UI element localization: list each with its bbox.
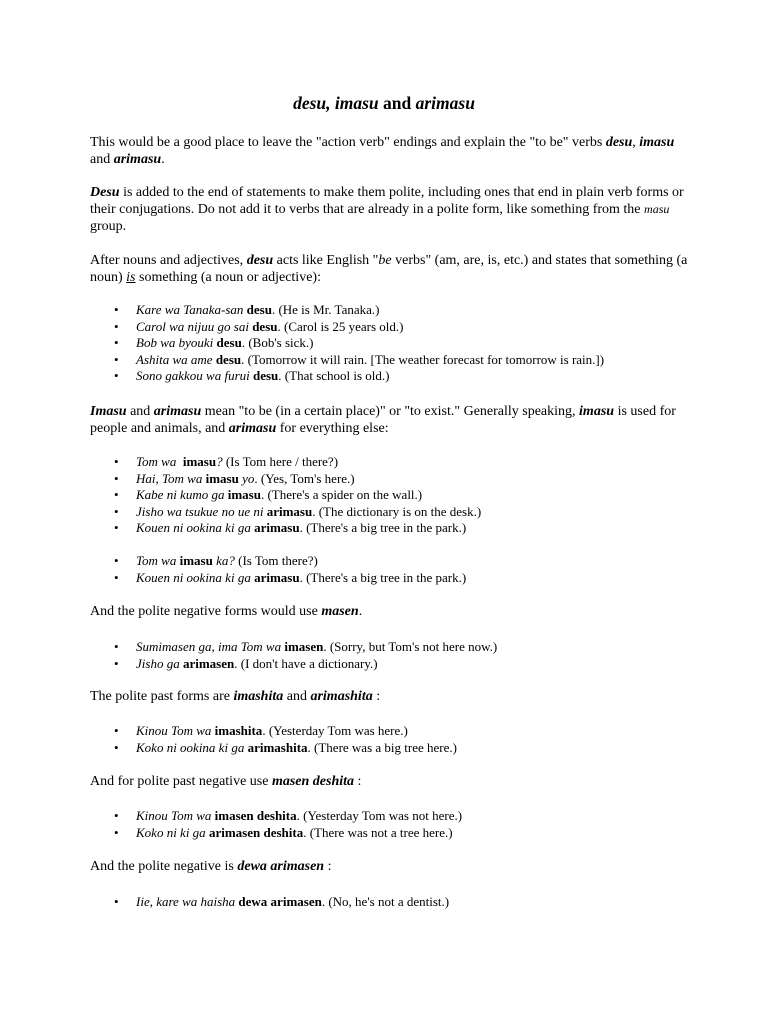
keyword: imasen deshita bbox=[214, 808, 297, 823]
list-item bbox=[90, 894, 690, 911]
text-run: something (a noun or adjective): bbox=[135, 270, 321, 285]
list-item bbox=[90, 808, 690, 825]
title-part: and bbox=[378, 93, 416, 113]
keyword: Imasu bbox=[90, 404, 127, 419]
example-japanese: Carol wa nijuu go sai bbox=[136, 318, 253, 334]
negative-examples-list bbox=[90, 639, 690, 672]
example-japanese: Kinou Tom wa bbox=[136, 808, 215, 823]
keyword: arimasu bbox=[228, 421, 277, 436]
example-translation: . (There's a spider on the wall.) bbox=[260, 487, 423, 503]
list-item bbox=[90, 740, 690, 757]
text-run: and bbox=[126, 404, 154, 419]
list-item bbox=[90, 352, 690, 369]
text-run: is added to the end of statements to make them polite, including ones that end in plain verb forms or their conjugations. Do not add it to verbs that are already in a polite form, like something from the bbox=[90, 185, 684, 217]
dewa-paragraph bbox=[90, 858, 690, 875]
keyword: Desu bbox=[90, 185, 120, 200]
underlined-term: is bbox=[126, 270, 136, 285]
italic-term: masu bbox=[644, 202, 670, 216]
keyword: arimasu bbox=[113, 152, 162, 167]
example-japanese-suffix: ka? bbox=[212, 553, 235, 568]
existence-examples-list bbox=[90, 454, 690, 537]
page-title bbox=[0, 93, 768, 114]
example-translation: . (There was a big tree here.) bbox=[307, 739, 457, 755]
keyword: masen deshita bbox=[271, 774, 355, 789]
keyword: desu bbox=[215, 351, 242, 367]
text-run: and bbox=[283, 689, 311, 704]
text-run: group. bbox=[90, 219, 127, 234]
keyword: dewa arimasen bbox=[237, 859, 325, 874]
example-japanese: Bob wa byouki bbox=[136, 335, 217, 351]
nouns-paragraph bbox=[90, 252, 690, 286]
italic-term: be bbox=[378, 253, 392, 268]
example-translation: . (The dictionary is on the desk.) bbox=[312, 503, 482, 519]
example-translation: . (Bob's sick.) bbox=[241, 335, 314, 351]
text-run: And the polite negative is bbox=[90, 859, 238, 874]
list-item bbox=[90, 504, 690, 521]
list-item bbox=[90, 639, 690, 656]
keyword: arimashita bbox=[247, 739, 308, 755]
example-translation: (Is Tom here / there?) bbox=[222, 454, 339, 469]
example-japanese: Jisho wa tsukue no ue ni bbox=[136, 503, 267, 519]
text-run: And for polite past negative use bbox=[90, 774, 272, 789]
example-japanese: Kinou Tom wa bbox=[136, 723, 215, 738]
example-japanese: Hai, Tom wa bbox=[136, 470, 206, 486]
list-item bbox=[90, 825, 690, 842]
intro-paragraph bbox=[90, 134, 690, 168]
past-paragraph bbox=[90, 688, 690, 705]
keyword: imashita bbox=[233, 689, 284, 704]
text-run: : bbox=[324, 859, 332, 874]
keyword: imasu bbox=[182, 454, 217, 469]
keyword: arimashita bbox=[310, 689, 373, 704]
keyword: arimasu bbox=[254, 569, 300, 585]
list-item bbox=[90, 302, 690, 319]
example-translation: . (Yesterday Tom was here.) bbox=[262, 723, 408, 738]
example-translation: (Is Tom there?) bbox=[234, 553, 318, 568]
example-translation: . (Sorry, but Tom's not here now.) bbox=[323, 639, 498, 654]
example-translation: . (There was not a tree here.) bbox=[303, 824, 453, 840]
example-japanese: Kouen ni ookina ki ga bbox=[136, 520, 255, 536]
example-translation: . (I don't have a dictionary.) bbox=[234, 655, 378, 671]
desu-paragraph bbox=[90, 184, 690, 235]
example-japanese: Tom wa bbox=[136, 553, 180, 568]
list-item bbox=[90, 454, 690, 471]
text-run: After nouns and adjectives, bbox=[90, 253, 247, 268]
keyword: masen bbox=[321, 604, 359, 619]
dewa-examples-list bbox=[90, 894, 690, 911]
text-run: This would be a good place to leave the "action verb" endings and explain the "to be" verbs bbox=[90, 135, 606, 150]
example-translation: . (There's a big tree in the park.) bbox=[299, 569, 467, 585]
example-japanese: Koko ni ookina ki ga bbox=[136, 739, 248, 755]
list-item bbox=[90, 335, 690, 352]
past-negative-examples-list bbox=[90, 808, 690, 841]
example-translation: . (Yesterday Tom was not here.) bbox=[296, 808, 463, 823]
text-run: , bbox=[632, 135, 640, 150]
text-run: is used for people and animals, and bbox=[90, 404, 676, 436]
keyword: desu bbox=[246, 302, 272, 317]
keyword: desu bbox=[605, 135, 633, 150]
text-run: : bbox=[372, 689, 381, 704]
negative-paragraph bbox=[90, 603, 690, 620]
list-item bbox=[90, 656, 690, 673]
example-japanese: Sono gakkou wa furui bbox=[136, 368, 253, 384]
text-run: acts like English " bbox=[273, 253, 379, 268]
list-item bbox=[90, 319, 690, 336]
example-translation: . (Yes, Tom's here.) bbox=[254, 470, 355, 486]
keyword: imasu bbox=[227, 487, 261, 503]
list-item bbox=[90, 487, 690, 504]
keyword: desu bbox=[252, 318, 278, 334]
example-japanese-suffix: yo bbox=[238, 470, 255, 486]
keyword: imasu bbox=[205, 470, 239, 486]
keyword: arimasu bbox=[153, 404, 202, 419]
text-run: And the polite negative forms would use bbox=[90, 604, 322, 619]
example-japanese: Iie, kare wa haisha bbox=[136, 894, 239, 909]
example-japanese: Jisho ga bbox=[136, 655, 183, 671]
past-negative-paragraph bbox=[90, 773, 690, 790]
example-translation: . (That school is old.) bbox=[278, 368, 390, 384]
example-japanese-suffix: ? bbox=[216, 454, 223, 469]
keyword: imasu bbox=[179, 553, 213, 568]
keyword: imasu bbox=[639, 135, 675, 150]
past-examples-list bbox=[90, 723, 690, 756]
imasu-paragraph bbox=[90, 403, 690, 437]
keyword: arimasu bbox=[254, 520, 300, 536]
example-japanese: Koko ni ki ga bbox=[136, 824, 209, 840]
example-translation: . (He is Mr. Tanaka.) bbox=[271, 302, 380, 317]
text-run: verbs" (am, are, is, etc.) and states that something (a noun) bbox=[90, 253, 688, 285]
text-run: . bbox=[358, 604, 363, 619]
text-run: and bbox=[90, 152, 114, 167]
example-japanese: Kouen ni ookina ki ga bbox=[136, 569, 255, 585]
keyword: imasen bbox=[284, 639, 324, 654]
keyword: arimasen bbox=[182, 655, 235, 671]
list-item bbox=[90, 520, 690, 537]
text-run: for everything else: bbox=[276, 421, 389, 436]
title-part: arimasu bbox=[415, 93, 475, 113]
text-run: : bbox=[354, 774, 362, 789]
keyword: desu bbox=[246, 253, 274, 268]
title-part: desu, imasu bbox=[293, 93, 379, 113]
list-item bbox=[90, 723, 690, 740]
keyword: arimasen deshita bbox=[208, 824, 304, 840]
keyword: imashita bbox=[214, 723, 263, 738]
example-japanese: Sumimasen ga, ima Tom wa bbox=[136, 639, 285, 654]
text-run: The polite past forms are bbox=[90, 689, 234, 704]
keyword: arimasu bbox=[266, 503, 313, 519]
list-item bbox=[90, 368, 690, 385]
text-run: mean "to be (in a certain place)" or "to exist." Generally speaking, bbox=[201, 404, 580, 419]
example-japanese: Ashita wa ame bbox=[136, 351, 216, 367]
list-item bbox=[90, 553, 690, 570]
example-japanese: Kare wa Tanaka-san bbox=[136, 302, 247, 317]
text-run: . bbox=[161, 152, 165, 167]
example-japanese: Kabe ni kumo ga bbox=[136, 487, 228, 503]
example-translation: . (Tomorrow it will rain. [The weather forecast for tomorrow is rain.]) bbox=[241, 351, 605, 367]
example-translation: . (There's a big tree in the park.) bbox=[299, 520, 467, 536]
example-japanese: Tom wa bbox=[136, 454, 183, 469]
keyword: desu bbox=[253, 368, 279, 384]
keyword: desu bbox=[216, 335, 242, 351]
desu-examples-list bbox=[90, 302, 690, 385]
example-translation: . (No, he's not a dentist.) bbox=[321, 894, 450, 909]
list-item bbox=[90, 570, 690, 587]
keyword: dewa arimasen bbox=[238, 894, 322, 909]
list-item bbox=[90, 471, 690, 488]
example-translation: . (Carol is 25 years old.) bbox=[277, 318, 404, 334]
keyword: imasu bbox=[579, 404, 615, 419]
question-examples-list bbox=[90, 553, 690, 586]
